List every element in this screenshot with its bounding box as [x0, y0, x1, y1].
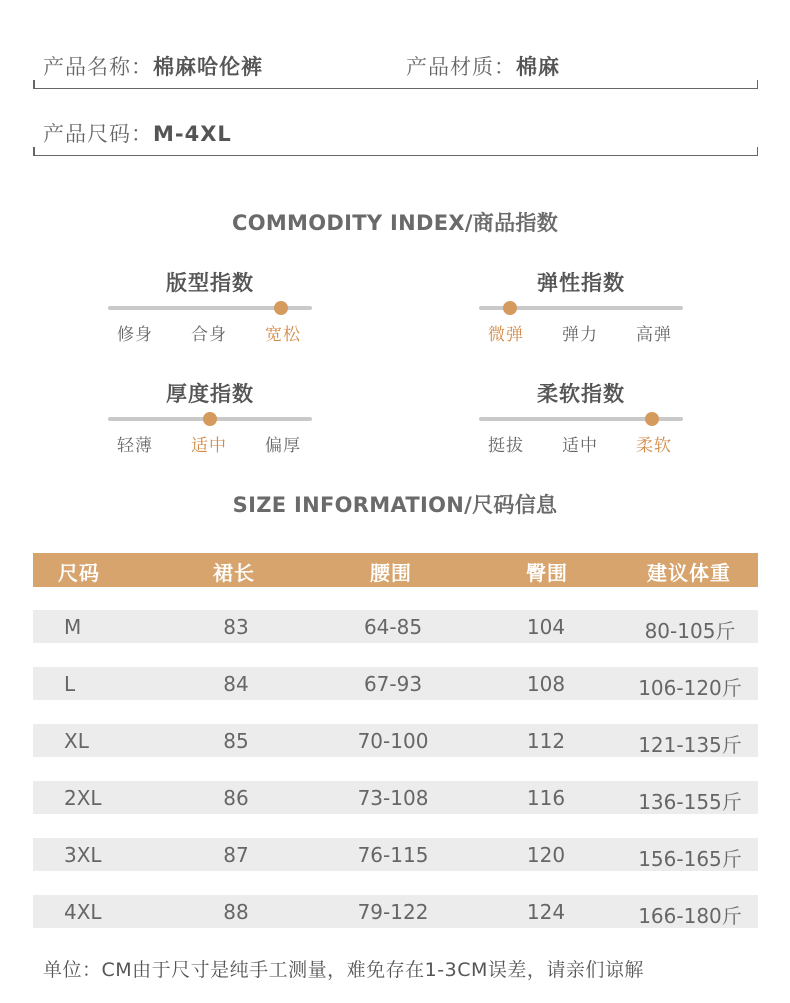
index-marker — [203, 412, 217, 426]
table-cell: 67-93 — [363, 672, 423, 696]
column-header-size: 尺码 — [58, 561, 100, 585]
table-cell: 112 — [526, 729, 566, 753]
table-cell: 108 — [526, 672, 566, 696]
table-cell: 106-120斤 — [638, 676, 742, 700]
index-option: 宽松 — [265, 325, 301, 345]
table-cell: 121-135斤 — [638, 733, 742, 757]
table-cell: 2XL — [64, 786, 102, 810]
index-marker — [503, 301, 517, 315]
commodity-index-heading: COMMODITY INDEX/商品指数 — [231, 211, 559, 235]
product-size-label: 产品尺码： — [43, 122, 153, 146]
product-name-value: 棉麻哈伦裤 — [153, 55, 263, 79]
index-option: 修身 — [117, 325, 153, 345]
index-title: 弹性指数 — [537, 271, 625, 295]
index-option: 合身 — [191, 325, 227, 345]
column-header-hip: 臀围 — [526, 561, 568, 585]
table-row — [33, 838, 758, 871]
table-cell: XL — [64, 729, 89, 753]
product-size-field — [43, 118, 232, 148]
product-size-value: M-4XL — [153, 122, 232, 146]
table-cell: 64-85 — [363, 615, 423, 639]
product-name-label: 产品名称： — [43, 55, 153, 79]
index-option: 微弹 — [488, 325, 524, 345]
table-cell: 76-115 — [357, 843, 429, 867]
size-table-header — [33, 553, 758, 587]
table-cell: 84 — [223, 672, 249, 696]
table-cell: 3XL — [64, 843, 102, 867]
table-cell: M — [64, 615, 82, 639]
table-cell: 4XL — [64, 900, 102, 924]
product-material-field — [406, 51, 560, 81]
table-cell: 70-100 — [357, 729, 429, 753]
table-cell: L — [64, 672, 76, 696]
index-option: 偏厚 — [265, 436, 301, 456]
product-material-label: 产品材质： — [406, 55, 516, 79]
index-option: 挺拔 — [488, 436, 524, 456]
size-info-heading: SIZE INFORMATION/尺码信息 — [232, 493, 558, 517]
table-row — [33, 667, 758, 700]
table-cell: 87 — [223, 843, 249, 867]
table-cell: 79-122 — [357, 900, 429, 924]
index-option: 弹力 — [562, 325, 598, 345]
table-row — [33, 724, 758, 757]
index-option: 适中 — [562, 436, 598, 456]
index-option: 轻薄 — [117, 436, 153, 456]
table-cell: 80-105斤 — [644, 619, 736, 643]
index-option: 适中 — [191, 436, 227, 456]
table-cell: 120 — [526, 843, 566, 867]
product-info-row-1 — [33, 46, 758, 89]
table-row — [33, 895, 758, 928]
table-row — [33, 781, 758, 814]
table-cell: 116 — [526, 786, 566, 810]
table-cell: 83 — [223, 615, 249, 639]
column-header-waist: 腰围 — [370, 561, 412, 585]
table-cell: 88 — [223, 900, 249, 924]
index-option: 柔软 — [636, 436, 672, 456]
table-cell: 166-180斤 — [638, 904, 742, 928]
index-marker — [274, 301, 288, 315]
table-cell: 124 — [526, 900, 566, 924]
product-info-row-2 — [33, 113, 758, 156]
column-header-length: 裙长 — [213, 561, 255, 585]
index-marker — [645, 412, 659, 426]
table-cell: 104 — [526, 615, 566, 639]
index-title: 厚度指数 — [166, 382, 254, 406]
table-cell: 85 — [223, 729, 249, 753]
column-header-weight: 建议体重 — [647, 561, 731, 585]
table-row — [33, 610, 758, 643]
product-material-value: 棉麻 — [516, 55, 560, 79]
product-name-field — [43, 51, 263, 81]
index-title: 柔软指数 — [537, 382, 625, 406]
index-title: 版型指数 — [166, 271, 254, 295]
index-option: 高弹 — [636, 325, 672, 345]
measurement-note: 单位：CM由于尺寸是纯手工测量，难免存在1-3CM误差，请亲们谅解 — [43, 959, 644, 981]
table-cell: 86 — [223, 786, 249, 810]
table-cell: 73-108 — [357, 786, 429, 810]
table-cell: 156-165斤 — [638, 847, 742, 871]
table-cell: 136-155斤 — [638, 790, 742, 814]
